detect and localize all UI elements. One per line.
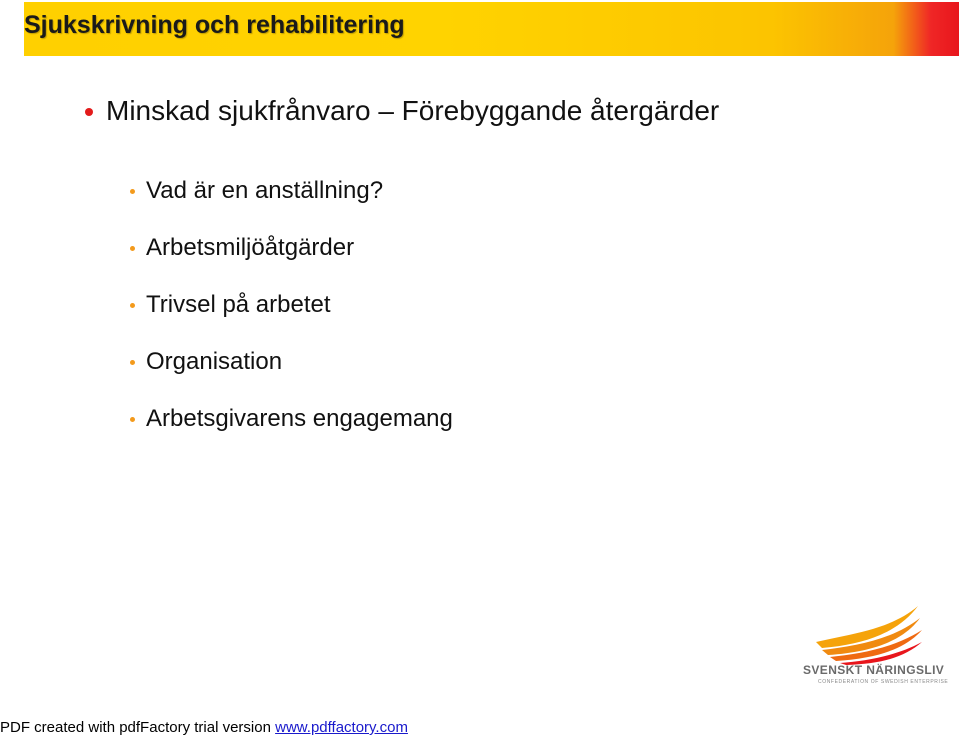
bullet-dot-icon [85, 108, 93, 116]
sub-bullet-dot-icon [130, 189, 135, 194]
logo-tagline: CONFEDERATION OF SWEDISH ENTERPRISE [818, 679, 949, 685]
sub-bullet-text: Organisation [146, 348, 283, 375]
sub-bullet-item [130, 173, 383, 209]
sub-bullet-dot-icon [130, 360, 135, 365]
sub-bullet-dot-icon [130, 246, 135, 251]
main-bullet [85, 95, 719, 127]
sub-bullet-text: Arbetsmiljöåtgärder [146, 234, 355, 261]
sub-bullet-text: Trivsel på arbetet [146, 291, 331, 318]
main-bullet-text: Minskad sjukfrånvaro – Förebyggande återgärder [106, 95, 720, 126]
sub-bullet-dot-icon [130, 303, 135, 308]
sub-bullet-item [130, 344, 282, 380]
sub-bullet-item [130, 287, 331, 323]
logo-name: SVENSKT NÄRINGSLIV [803, 663, 945, 677]
footer-text: PDF created with pdfFactory trial version [0, 719, 276, 736]
sub-bullet-item [130, 401, 453, 437]
footer [0, 719, 408, 736]
slide-title: Sjukskrivning och rehabilitering [24, 11, 405, 39]
sub-bullet-item [130, 230, 354, 266]
sub-bullet-dot-icon [130, 417, 135, 422]
sub-bullet-text: Vad är en anställning? [146, 177, 384, 204]
footer-link[interactable]: www.pdffactory.com [275, 719, 408, 736]
sub-bullet-text: Arbetsgivarens engagemang [146, 405, 453, 432]
